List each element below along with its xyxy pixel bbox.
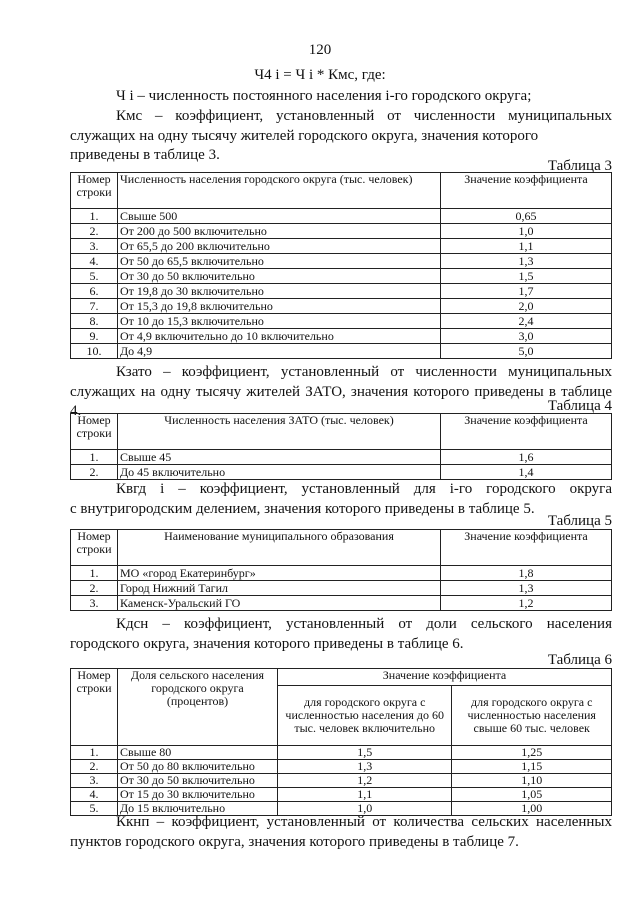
- row-value: 1,2: [441, 596, 612, 611]
- table-row: [71, 299, 612, 314]
- table-3-caption: Таблица 3: [547, 158, 612, 174]
- header-num: Номер строки: [71, 414, 118, 450]
- row-value: 1,2: [278, 774, 452, 788]
- paragraph: Кзато – коэффициент, установленный от численности муниципальных: [116, 364, 612, 380]
- header-value: Значение коэффициента: [441, 530, 612, 566]
- row-value: 1,1: [441, 239, 612, 254]
- row-name: От 19,8 до 30 включительно: [118, 284, 441, 299]
- row-value: 1,3: [441, 254, 612, 269]
- row-value: 1,4: [441, 465, 612, 480]
- header-value: Значение коэффициента: [441, 414, 612, 450]
- row-value: 1,25: [452, 746, 612, 760]
- row-number: 3.: [71, 596, 118, 611]
- row-number: 6.: [71, 284, 118, 299]
- row-number: 8.: [71, 314, 118, 329]
- row-number: 3.: [71, 239, 118, 254]
- row-value: 2,0: [441, 299, 612, 314]
- row-name: Каменск-Уральский ГО: [118, 596, 441, 611]
- table-row: [71, 788, 612, 802]
- table-3: [70, 172, 612, 359]
- row-number: 4.: [71, 254, 118, 269]
- paragraph: с внутригородским делением, значения которого приведены в таблице 5.: [70, 500, 535, 517]
- table-row: [71, 254, 612, 269]
- row-value: 5,0: [441, 344, 612, 359]
- paragraph: Квгд i – коэффициент, установленный для i-го городского округа: [116, 481, 612, 497]
- formula: Ч4 i = Ч i * Кмс, где:: [254, 67, 386, 83]
- row-number: 10.: [71, 344, 118, 359]
- row-number: 4.: [71, 788, 118, 802]
- table-5-caption: Таблица 5: [547, 513, 612, 529]
- row-name: От 15 до 30 включительно: [118, 788, 278, 802]
- row-name: Свыше 80: [118, 746, 278, 760]
- row-name: До 15 включительно: [118, 802, 278, 816]
- row-name: Город Нижний Тагил: [118, 581, 441, 596]
- table-row: [71, 774, 612, 788]
- row-number: 7.: [71, 299, 118, 314]
- row-value: 3,0: [441, 329, 612, 344]
- header-num: Номер строки: [71, 669, 118, 746]
- row-name: МО «город Екатеринбург»: [118, 566, 441, 581]
- header-name: Численность населения городского округа (тыс. человек): [118, 173, 441, 209]
- header-value: Значение коэффициента: [278, 669, 612, 686]
- row-name: От 30 до 50 включительно: [118, 269, 441, 284]
- paragraph: Ккнп – коэффициент, установленный от количества сельских населенных: [116, 814, 612, 830]
- header-name: Наименование муниципального образования: [118, 530, 441, 566]
- row-name: От 15,3 до 19,8 включительно: [118, 299, 441, 314]
- row-number: 9.: [71, 329, 118, 344]
- row-number: 1.: [71, 746, 118, 760]
- table-6-caption: Таблица 6: [547, 652, 612, 668]
- row-number: 1.: [71, 209, 118, 224]
- header-sub-2: для городского округа с численностью населения свыше 60 тыс. человек: [452, 686, 612, 746]
- row-name: От 50 до 80 включительно: [118, 760, 278, 774]
- table-row: [71, 596, 612, 611]
- header-value: Значение коэффициента: [441, 173, 612, 209]
- row-value: 1,7: [441, 284, 612, 299]
- row-value: 1,00: [452, 802, 612, 816]
- table-row: [71, 566, 612, 581]
- header-num: Номер строки: [71, 173, 118, 209]
- row-value: 1,8: [441, 566, 612, 581]
- paragraph: Кмс – коэффициент, установленный от численности муниципальных служащих на одну тысячу жителей городского округа, значения которого: [70, 108, 612, 144]
- paragraph: Ч i – численность постоянного населения i-го городского округа;: [116, 88, 532, 104]
- table-row: [71, 284, 612, 299]
- row-value: 1,3: [278, 760, 452, 774]
- page-number: 120: [308, 42, 332, 58]
- table-row: [71, 224, 612, 239]
- header-name: Численность населения ЗАТО (тыс. человек): [118, 414, 441, 450]
- paragraph: пунктов городского округа, значения которого приведены в таблице 7.: [70, 833, 519, 850]
- row-number: 3.: [71, 774, 118, 788]
- row-number: 2.: [71, 760, 118, 774]
- row-name: Свыше 45: [118, 450, 441, 465]
- row-value: 1,5: [441, 269, 612, 284]
- row-value: 1,0: [441, 224, 612, 239]
- row-number: 2.: [71, 581, 118, 596]
- row-number: 2.: [71, 465, 118, 480]
- row-name: От 4,9 включительно до 10 включительно: [118, 329, 441, 344]
- row-name: До 45 включительно: [118, 465, 441, 480]
- header-sub-1: для городского округа с численностью населения до 60 тыс. человек включительно: [278, 686, 452, 746]
- row-name: От 65,5 до 200 включительно: [118, 239, 441, 254]
- row-number: 2.: [71, 224, 118, 239]
- table-row: [71, 760, 612, 774]
- row-name: Свыше 500: [118, 209, 441, 224]
- table-row: [71, 450, 612, 465]
- row-value: 1,1: [278, 788, 452, 802]
- table-row: [71, 269, 612, 284]
- table-row: [71, 329, 612, 344]
- row-value: 0,65: [441, 209, 612, 224]
- row-name: От 200 до 500 включительно: [118, 224, 441, 239]
- paragraph: приведены в таблице 3.: [70, 147, 220, 163]
- paragraph: городского округа, значения которого приведены в таблице 6.: [70, 635, 464, 652]
- table-5: [70, 529, 612, 611]
- row-value: 1,15: [452, 760, 612, 774]
- header-num: Номер строки: [71, 530, 118, 566]
- row-value: 1,6: [441, 450, 612, 465]
- row-value: 1,05: [452, 788, 612, 802]
- row-name: До 4,9: [118, 344, 441, 359]
- row-number: 5.: [71, 802, 118, 816]
- table-4: [70, 413, 612, 480]
- table-6: [70, 668, 612, 816]
- table-row: [71, 465, 612, 480]
- row-name: От 50 до 65,5 включительно: [118, 254, 441, 269]
- table-row: [71, 344, 612, 359]
- table-row: [71, 209, 612, 224]
- table-row: [71, 746, 612, 760]
- row-value: 1,3: [441, 581, 612, 596]
- header-name: Доля сельского населения городского округа (процентов): [118, 669, 278, 746]
- table-row: [71, 581, 612, 596]
- row-value: 1,0: [278, 802, 452, 816]
- row-number: 1.: [71, 566, 118, 581]
- row-value: 1,5: [278, 746, 452, 760]
- table-row: [71, 314, 612, 329]
- paragraph: Кдсн – коэффициент, установленный от доли сельского населения: [116, 616, 612, 632]
- row-value: 2,4: [441, 314, 612, 329]
- row-value: 1,10: [452, 774, 612, 788]
- row-number: 1.: [71, 450, 118, 465]
- row-name: От 30 до 50 включительно: [118, 774, 278, 788]
- row-number: 5.: [71, 269, 118, 284]
- table-4-caption: Таблица 4: [547, 398, 612, 414]
- paragraph: служащих на одну тысячу жителей ЗАТО, значения которого приведены в таблице 4.: [70, 383, 612, 419]
- row-name: От 10 до 15,3 включительно: [118, 314, 441, 329]
- table-row: [71, 239, 612, 254]
